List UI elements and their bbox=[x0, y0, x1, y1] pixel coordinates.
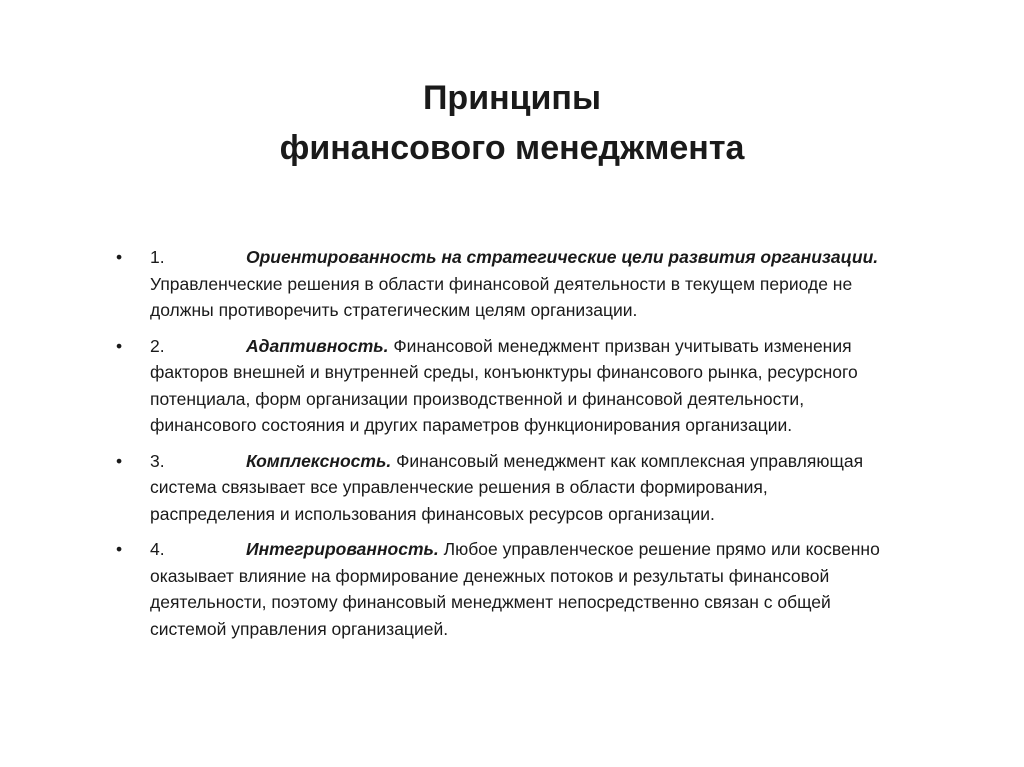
item-number: 1. bbox=[150, 247, 165, 267]
item-text: Управленческие решения в области финансовой деятельности в текущем периоде не должны противоречить стратегическим целям организации. bbox=[150, 273, 853, 320]
item-text: Любое управленческое решение прямо или косвенно оказывает влияние на формирование денежных потоков и результаты финансовой деятельности, поэтому финансовый менеджмент непосредственно связан с общей системой управления организацией. bbox=[150, 539, 880, 639]
bullet-icon: • bbox=[116, 450, 123, 471]
item-term: Комплексность. bbox=[246, 450, 392, 471]
item-term: Адаптивность. bbox=[246, 335, 389, 356]
item-term: Интегрированность. bbox=[246, 539, 439, 559]
item-number: 4. bbox=[150, 539, 165, 559]
principles-list bbox=[116, 244, 896, 651]
slide-title bbox=[0, 73, 1024, 173]
item-number: 2. bbox=[150, 335, 165, 356]
title-line-2: финансового менеджмента bbox=[279, 128, 745, 167]
bullet-icon: • bbox=[116, 247, 123, 267]
item-text: Финансовый менеджмент как комплексная управляющая система связывает все управленческие решения в области формирования, распределения и использования финансовых ресурсов организации. bbox=[150, 450, 864, 524]
item-number: 3. bbox=[150, 450, 165, 471]
title-line-1: Принципы bbox=[422, 78, 602, 117]
item-text: Финансовой менеджмент призван учитывать изменения факторов внешней и внутренней среды, конъюнктуры финансового рынка, ресурсного потенциала, форм организации производственной и финансовой деятельности, финансового состояния и других параметров функционирования организации. bbox=[150, 335, 858, 435]
list-item bbox=[116, 448, 896, 528]
list-item bbox=[116, 536, 896, 642]
list-item bbox=[116, 244, 896, 324]
bullet-icon: • bbox=[116, 335, 123, 356]
item-term: Ориентированность на стратегические цели развития организации. bbox=[246, 247, 879, 267]
list-item bbox=[116, 333, 896, 439]
bullet-icon: • bbox=[116, 539, 123, 559]
